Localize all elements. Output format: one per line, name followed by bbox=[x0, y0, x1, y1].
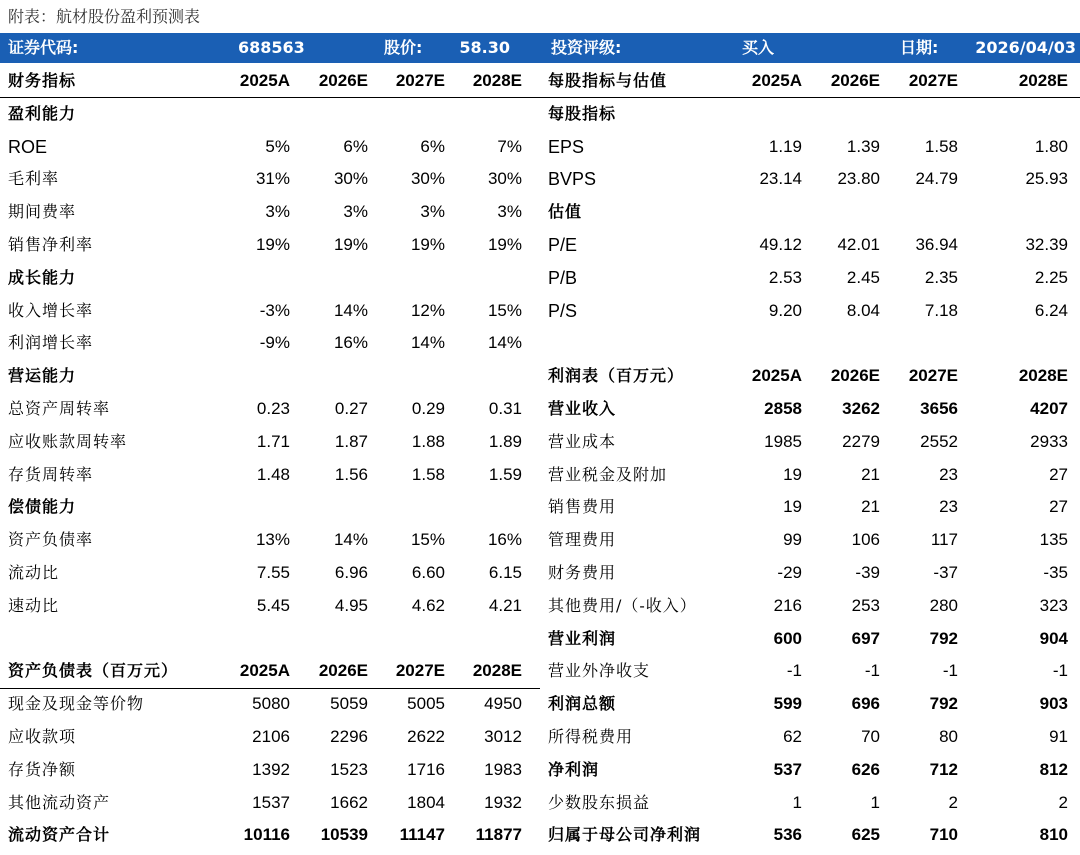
value-cell: 6% bbox=[420, 136, 445, 156]
value-cell: 135 bbox=[1039, 530, 1068, 550]
value-cell: 536 bbox=[773, 825, 802, 845]
value-cell: 25.93 bbox=[1025, 169, 1068, 189]
row-label: 销售费用 bbox=[548, 497, 617, 517]
value-cell: 3656 bbox=[920, 398, 958, 418]
value-cell: 1.87 bbox=[334, 431, 368, 451]
table-row bbox=[0, 754, 540, 787]
value-cell: 23 bbox=[939, 464, 958, 484]
value-cell: 4207 bbox=[1030, 398, 1068, 418]
table-header-row bbox=[0, 65, 540, 98]
section-row bbox=[540, 98, 1080, 131]
value-cell: -3% bbox=[259, 300, 290, 320]
value-cell: 1.19 bbox=[768, 136, 802, 156]
left-panel bbox=[0, 65, 540, 852]
value-cell: 600 bbox=[773, 628, 802, 648]
value-cell: 42.01 bbox=[837, 234, 880, 254]
section-row bbox=[0, 491, 540, 524]
table-header-row bbox=[540, 360, 1080, 393]
section-row bbox=[540, 196, 1080, 229]
section-label: 估值 bbox=[548, 202, 583, 222]
value-cell: 0.23 bbox=[256, 398, 290, 418]
year-header-cell: 2028E bbox=[472, 71, 522, 90]
value-cell: 2279 bbox=[842, 431, 880, 451]
section-row bbox=[0, 98, 540, 131]
value-cell: 7.55 bbox=[256, 562, 290, 582]
value-cell: 19 bbox=[783, 497, 802, 517]
value-cell: 5005 bbox=[407, 694, 445, 714]
value-cell: 2.53 bbox=[768, 267, 802, 287]
value-cell: 2.25 bbox=[1034, 267, 1068, 287]
value-cell: 1.80 bbox=[1034, 136, 1068, 156]
value-cell: 3% bbox=[343, 202, 368, 222]
table-caption: 附表：航材股份盈利预测表 bbox=[8, 7, 201, 26]
value-cell: 70 bbox=[861, 726, 880, 746]
value-cell: -1 bbox=[786, 661, 802, 681]
row-label: 利润表（百万元） bbox=[548, 366, 685, 386]
value-cell: -29 bbox=[777, 562, 802, 582]
value-cell: 599 bbox=[773, 694, 802, 714]
value-cell: 810 bbox=[1039, 825, 1068, 845]
value-cell: 2 bbox=[948, 792, 958, 812]
value-cell: 36.94 bbox=[915, 234, 958, 254]
table-row bbox=[0, 819, 540, 852]
table-row bbox=[540, 655, 1080, 688]
value-cell: 1716 bbox=[407, 759, 445, 779]
value-cell: 1.88 bbox=[411, 431, 445, 451]
table-row bbox=[0, 393, 540, 426]
value-cell: 14% bbox=[333, 530, 368, 550]
row-label: P/E bbox=[548, 234, 578, 255]
value-cell: 117 bbox=[930, 530, 958, 550]
value-cell: 1523 bbox=[330, 759, 368, 779]
value-cell: 2933 bbox=[1030, 431, 1068, 451]
value-cell: 31% bbox=[255, 169, 290, 189]
row-label: P/B bbox=[548, 267, 578, 288]
balance-header-underline bbox=[0, 688, 540, 689]
row-label: 总资产周转率 bbox=[8, 398, 111, 418]
value-cell: 1.59 bbox=[488, 464, 522, 484]
year-header-cell: 2027E bbox=[395, 71, 445, 90]
table-row bbox=[540, 163, 1080, 196]
table-row bbox=[540, 393, 1080, 426]
value-cell: 712 bbox=[929, 759, 958, 779]
row-label: 其他流动资产 bbox=[8, 792, 111, 812]
table-row bbox=[0, 295, 540, 328]
table-row bbox=[540, 557, 1080, 590]
row-label: 营业利润 bbox=[548, 628, 617, 648]
value-cell: 5059 bbox=[330, 694, 368, 714]
row-label: 利润总额 bbox=[548, 694, 617, 714]
rating-label: 投资评级: bbox=[551, 38, 622, 57]
row-label: 净利润 bbox=[548, 759, 600, 779]
table-row bbox=[540, 229, 1080, 262]
table-row bbox=[540, 688, 1080, 721]
section-label: 每股指标 bbox=[548, 103, 617, 123]
value-cell: 1.71 bbox=[256, 431, 290, 451]
section-label: 成长能力 bbox=[8, 267, 77, 287]
value-cell: 1392 bbox=[252, 759, 290, 779]
value-cell: 1537 bbox=[252, 792, 290, 812]
value-cell: 4.95 bbox=[334, 595, 368, 615]
value-cell: 7% bbox=[497, 136, 522, 156]
value-cell: 30% bbox=[410, 169, 445, 189]
table-row bbox=[0, 229, 540, 262]
value-cell: 2296 bbox=[330, 726, 368, 746]
value-cell: 626 bbox=[851, 759, 880, 779]
value-cell: 792 bbox=[929, 628, 958, 648]
value-cell: 3012 bbox=[484, 726, 522, 746]
year-header-cell: 2028E bbox=[472, 661, 522, 681]
table-row bbox=[0, 524, 540, 557]
year-header-cell: 2025A bbox=[751, 366, 802, 386]
section-label: 营运能力 bbox=[8, 366, 77, 386]
value-cell: 12% bbox=[410, 300, 445, 320]
value-cell: 21 bbox=[861, 464, 880, 484]
value-cell: 696 bbox=[851, 694, 880, 714]
rating-value: 买入 bbox=[742, 38, 775, 57]
value-cell: 1932 bbox=[484, 792, 522, 812]
value-cell: -35 bbox=[1043, 562, 1068, 582]
value-cell: 49.12 bbox=[759, 234, 802, 254]
price-label: 股价: bbox=[384, 38, 423, 57]
value-cell: 11147 bbox=[399, 825, 445, 845]
value-cell: 80 bbox=[939, 726, 958, 746]
value-cell: -9% bbox=[259, 333, 290, 353]
row-label: BVPS bbox=[548, 169, 597, 190]
table-row bbox=[540, 787, 1080, 820]
value-cell: 32.39 bbox=[1025, 234, 1068, 254]
table-row bbox=[0, 787, 540, 820]
year-header-cell: 2025A bbox=[239, 71, 290, 90]
value-cell: 2622 bbox=[407, 726, 445, 746]
header-bar bbox=[0, 33, 1080, 63]
date-label: 日期: bbox=[900, 38, 939, 57]
value-cell: 1.89 bbox=[488, 431, 522, 451]
row-label: P/S bbox=[548, 300, 578, 321]
value-cell: 537 bbox=[773, 759, 802, 779]
value-cell: 253 bbox=[851, 595, 880, 615]
value-cell: -1 bbox=[864, 661, 880, 681]
row-label: 资产负债率 bbox=[8, 530, 94, 550]
table-row bbox=[0, 196, 540, 229]
value-cell: 27 bbox=[1049, 464, 1068, 484]
row-label: 流动资产合计 bbox=[8, 825, 111, 845]
value-cell: -39 bbox=[855, 562, 880, 582]
value-cell: 7.18 bbox=[924, 300, 958, 320]
value-cell: 625 bbox=[851, 825, 880, 845]
value-cell: 280 bbox=[929, 595, 958, 615]
value-cell: 14% bbox=[410, 333, 445, 353]
row-label: 收入增长率 bbox=[8, 300, 94, 320]
row-label: 归属于母公司净利润 bbox=[548, 825, 702, 845]
section-row bbox=[0, 262, 540, 295]
value-cell: 16% bbox=[333, 333, 368, 353]
row-label: 资产负债表（百万元） bbox=[8, 661, 179, 681]
row-label: 其他费用/（-收入） bbox=[548, 595, 697, 615]
row-label: 营业收入 bbox=[548, 398, 617, 418]
value-cell: 6% bbox=[343, 136, 368, 156]
value-cell: 10116 bbox=[243, 825, 290, 845]
table-row bbox=[540, 131, 1080, 164]
value-cell: 15% bbox=[487, 300, 522, 320]
value-cell: 1 bbox=[870, 792, 880, 812]
value-cell: 13% bbox=[255, 530, 290, 550]
value-cell: 4950 bbox=[484, 694, 522, 714]
value-cell: 106 bbox=[851, 530, 880, 550]
value-cell: 99 bbox=[783, 530, 802, 550]
table-row bbox=[0, 557, 540, 590]
table-row bbox=[0, 623, 540, 656]
table-row bbox=[540, 623, 1080, 656]
year-header-cell: 2026E bbox=[318, 71, 368, 90]
value-cell: 323 bbox=[1039, 595, 1068, 615]
table-row bbox=[540, 524, 1080, 557]
row-label: 销售净利率 bbox=[8, 234, 94, 254]
value-cell: 1983 bbox=[484, 759, 522, 779]
value-cell: 6.15 bbox=[488, 562, 522, 582]
value-cell: 2858 bbox=[764, 398, 802, 418]
right-panel bbox=[540, 65, 1080, 852]
value-cell: 1985 bbox=[764, 431, 802, 451]
value-cell: 30% bbox=[333, 169, 368, 189]
row-label: 每股指标与估值 bbox=[548, 71, 668, 90]
value-cell: 21 bbox=[861, 497, 880, 517]
table-row bbox=[540, 819, 1080, 852]
value-cell: 24.79 bbox=[915, 169, 958, 189]
value-cell: 3% bbox=[420, 202, 445, 222]
table-row bbox=[0, 426, 540, 459]
value-cell: 2.45 bbox=[846, 267, 880, 287]
value-cell: 6.60 bbox=[411, 562, 445, 582]
row-label: 毛利率 bbox=[8, 169, 60, 189]
value-cell: 5% bbox=[265, 136, 290, 156]
value-cell: 1 bbox=[792, 792, 802, 812]
year-header-cell: 2027E bbox=[908, 366, 958, 386]
year-header-cell: 2026E bbox=[318, 661, 368, 681]
value-cell: 8.04 bbox=[846, 300, 880, 320]
year-header-cell: 2027E bbox=[395, 661, 445, 681]
value-cell: 23 bbox=[939, 497, 958, 517]
value-cell: -37 bbox=[933, 562, 958, 582]
table-row bbox=[0, 459, 540, 492]
table-row bbox=[0, 688, 540, 721]
table-row bbox=[0, 163, 540, 196]
table-header-row bbox=[540, 65, 1080, 98]
row-label: 存货周转率 bbox=[8, 464, 94, 484]
row-label: EPS bbox=[548, 136, 585, 157]
table-row bbox=[540, 721, 1080, 754]
row-label: 所得税费用 bbox=[548, 726, 634, 746]
table-row bbox=[540, 590, 1080, 623]
row-label: 营业外净收支 bbox=[548, 661, 651, 681]
value-cell: 9.20 bbox=[768, 300, 802, 320]
table-row bbox=[0, 131, 540, 164]
value-cell: 1.56 bbox=[334, 464, 368, 484]
value-cell: 19% bbox=[487, 234, 522, 254]
row-label: ROE bbox=[8, 136, 48, 157]
value-cell: 2.35 bbox=[924, 267, 958, 287]
value-cell: 3% bbox=[265, 202, 290, 222]
row-label: 营业税金及附加 bbox=[548, 464, 668, 484]
value-cell: 0.29 bbox=[411, 398, 445, 418]
table-row bbox=[0, 721, 540, 754]
table-row bbox=[0, 590, 540, 623]
value-cell: 91 bbox=[1049, 726, 1068, 746]
value-cell: 4.21 bbox=[488, 595, 522, 615]
value-cell: 5080 bbox=[252, 694, 290, 714]
value-cell: 30% bbox=[487, 169, 522, 189]
row-label: 应收款项 bbox=[8, 726, 77, 746]
value-cell: 2552 bbox=[920, 431, 958, 451]
value-cell: 903 bbox=[1039, 694, 1068, 714]
value-cell: 904 bbox=[1039, 628, 1068, 648]
value-cell: 10539 bbox=[320, 825, 368, 845]
year-header-cell: 2026E bbox=[830, 71, 880, 90]
year-header-cell: 2027E bbox=[908, 71, 958, 90]
year-header-cell: 2025A bbox=[751, 71, 802, 90]
value-cell: 19 bbox=[783, 464, 802, 484]
table-row bbox=[0, 327, 540, 360]
stock-code-value: 688563 bbox=[238, 38, 305, 57]
value-cell: 2106 bbox=[252, 726, 290, 746]
value-cell: 19% bbox=[333, 234, 368, 254]
value-cell: 16% bbox=[487, 530, 522, 550]
value-cell: 792 bbox=[929, 694, 958, 714]
value-cell: 1804 bbox=[407, 792, 445, 812]
value-cell: 6.24 bbox=[1034, 300, 1068, 320]
row-label: 少数股东损益 bbox=[548, 792, 651, 812]
value-cell: 5.45 bbox=[256, 595, 290, 615]
value-cell: 0.31 bbox=[488, 398, 522, 418]
row-label: 速动比 bbox=[8, 595, 60, 615]
row-label: 财务指标 bbox=[8, 71, 77, 90]
price-value: 58.30 bbox=[459, 38, 510, 57]
value-cell: 3% bbox=[497, 202, 522, 222]
row-label: 流动比 bbox=[8, 562, 60, 582]
value-cell: 2 bbox=[1058, 792, 1068, 812]
value-cell: 27 bbox=[1049, 497, 1068, 517]
value-cell: 1662 bbox=[330, 792, 368, 812]
row-label: 现金及现金等价物 bbox=[8, 694, 145, 714]
value-cell: 62 bbox=[783, 726, 802, 746]
stock-code-label: 证券代码: bbox=[8, 38, 79, 57]
table-row bbox=[540, 426, 1080, 459]
value-cell: 14% bbox=[333, 300, 368, 320]
value-cell: 23.14 bbox=[759, 169, 802, 189]
value-cell: 1.58 bbox=[924, 136, 958, 156]
value-cell: 710 bbox=[929, 825, 958, 845]
row-label: 期间费率 bbox=[8, 202, 77, 222]
date-value: 2026/04/03 bbox=[975, 38, 1076, 57]
value-cell: 1.48 bbox=[256, 464, 290, 484]
row-label: 营业成本 bbox=[548, 431, 617, 451]
header-underline bbox=[0, 97, 1080, 98]
year-header-cell: 2028E bbox=[1018, 71, 1068, 90]
year-header-cell: 2028E bbox=[1018, 366, 1068, 386]
value-cell: 1.39 bbox=[846, 136, 880, 156]
value-cell: 11877 bbox=[475, 825, 522, 845]
table-header-row bbox=[0, 655, 540, 688]
row-label: 应收账款周转率 bbox=[8, 431, 128, 451]
table-row bbox=[540, 491, 1080, 524]
value-cell: 14% bbox=[487, 333, 522, 353]
value-cell: 1.58 bbox=[411, 464, 445, 484]
row-label: 存货净额 bbox=[8, 759, 77, 779]
section-label: 偿债能力 bbox=[8, 497, 77, 517]
value-cell: -1 bbox=[1052, 661, 1068, 681]
table-row bbox=[540, 459, 1080, 492]
table-row bbox=[540, 262, 1080, 295]
value-cell: 19% bbox=[255, 234, 290, 254]
value-cell: 697 bbox=[851, 628, 880, 648]
value-cell: 15% bbox=[410, 530, 445, 550]
section-row bbox=[0, 360, 540, 393]
value-cell: 23.80 bbox=[837, 169, 880, 189]
value-cell: -1 bbox=[942, 661, 958, 681]
value-cell: 3262 bbox=[842, 398, 880, 418]
year-header-cell: 2026E bbox=[830, 366, 880, 386]
table-row bbox=[540, 295, 1080, 328]
value-cell: 812 bbox=[1039, 759, 1068, 779]
value-cell: 0.27 bbox=[334, 398, 368, 418]
table-row bbox=[540, 754, 1080, 787]
row-label: 管理费用 bbox=[548, 530, 617, 550]
row-label: 利润增长率 bbox=[8, 333, 94, 353]
year-header-cell: 2025A bbox=[239, 661, 290, 681]
table-row bbox=[540, 327, 1080, 360]
value-cell: 19% bbox=[410, 234, 445, 254]
section-label: 盈利能力 bbox=[8, 103, 77, 123]
row-label: 财务费用 bbox=[548, 562, 617, 582]
value-cell: 216 bbox=[773, 595, 802, 615]
value-cell: 4.62 bbox=[411, 595, 445, 615]
value-cell: 6.96 bbox=[334, 562, 368, 582]
